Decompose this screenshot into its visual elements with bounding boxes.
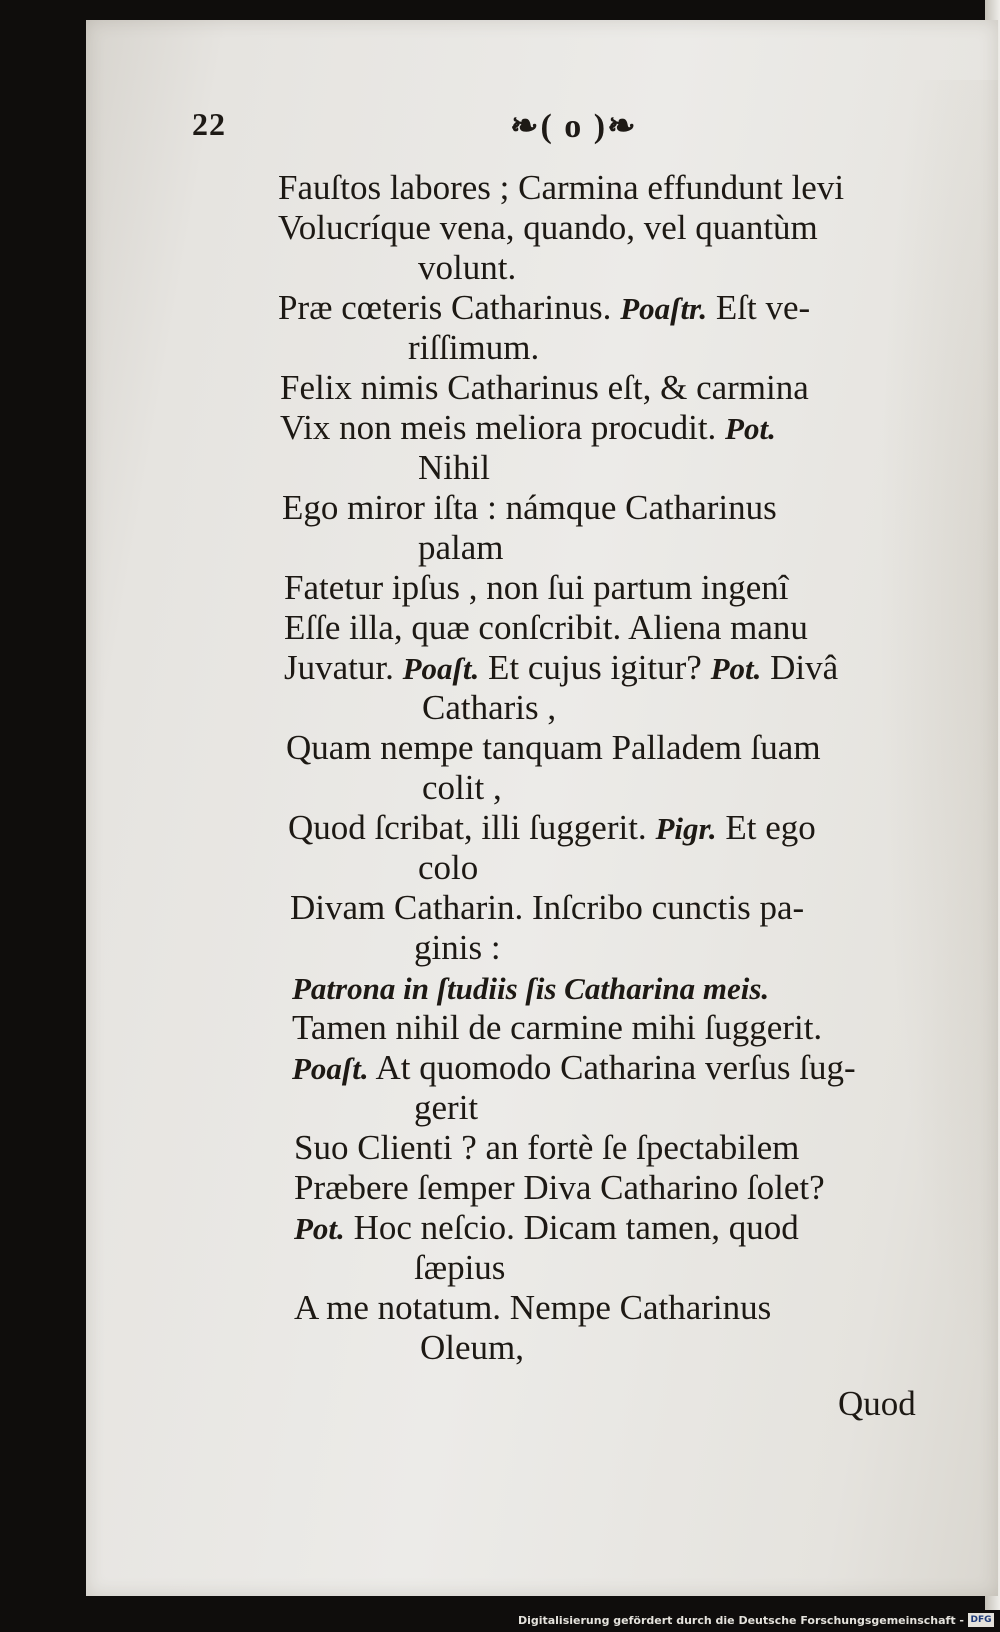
- text-line: [294, 1130, 799, 1165]
- text-line: [294, 1210, 799, 1245]
- italic-text-run: Pot.: [710, 651, 762, 686]
- text-line: [278, 210, 818, 245]
- text-run: Oleum,: [420, 1328, 525, 1367]
- text-line: [290, 890, 804, 925]
- text-run: Nihil: [418, 448, 490, 487]
- text-line: [284, 570, 789, 605]
- text-line: [422, 690, 556, 725]
- text-line: [280, 370, 809, 405]
- text-run: Fauſtos labores ; Carmina effundunt levi: [278, 168, 845, 207]
- text-line: [278, 290, 810, 325]
- page-number: 22: [192, 106, 226, 142]
- text-line: [284, 650, 838, 685]
- text-line: [280, 410, 776, 445]
- text-line: [418, 450, 490, 485]
- text-line: [292, 1010, 822, 1045]
- italic-text-run: Poaſtr.: [620, 291, 708, 326]
- text-run: volunt.: [418, 248, 517, 287]
- text-run: riſſimum.: [408, 328, 540, 367]
- text-run: Quam nempe tanquam Palladem ſuam: [286, 728, 821, 767]
- text-run: gerit: [414, 1088, 479, 1127]
- text-run: Eſt ve-: [707, 288, 811, 327]
- text-run: A me notatum. Nempe Catharinus: [294, 1288, 772, 1327]
- text-run: Ego miror iſta : námque Catharinus: [282, 488, 777, 527]
- text-line: [286, 730, 821, 765]
- text-line: [294, 1170, 825, 1205]
- text-run: Hoc neſcio. Dicam tamen, quod: [344, 1208, 799, 1247]
- text-run: Et ego: [716, 808, 816, 847]
- text-run: Præbere ſemper Diva Catharino ſolet?: [294, 1168, 825, 1207]
- text-line: [284, 610, 808, 645]
- text-line: [418, 850, 478, 885]
- text-line: [292, 1050, 856, 1085]
- text-run: Vix non meis meliora procudit.: [280, 408, 726, 447]
- text-run: Divâ: [761, 648, 839, 687]
- text-run: ginis :: [414, 928, 501, 967]
- text-run: colit ,: [422, 768, 502, 807]
- show-through-shadow: [878, 80, 998, 1380]
- text-run: Juvatur.: [284, 648, 403, 687]
- text-run: colo: [418, 848, 479, 887]
- text-line: [414, 1250, 505, 1285]
- text-run: At quomodo Catharina verſus ſug-: [368, 1048, 856, 1087]
- text-run: Quod ſcribat, illi ſuggerit.: [288, 808, 656, 847]
- text-run: ſæpius: [414, 1248, 506, 1287]
- text-line: [420, 1330, 524, 1365]
- text-run: Catharis ,: [422, 688, 557, 727]
- italic-text-run: Pot.: [725, 411, 776, 446]
- text-run: palam: [418, 528, 504, 567]
- text-run: Suo Clienti ? an fortè ſe ſpectabilem: [294, 1128, 800, 1167]
- text-line: [418, 530, 504, 565]
- italic-text-run: Pot.: [294, 1211, 345, 1246]
- header-ornament: ❧( o )❧: [510, 108, 638, 145]
- text-line: [408, 330, 539, 365]
- text-run: Fatetur ipſus , non ſui partum ingenî: [284, 568, 789, 607]
- italic-text-run: Pigr.: [655, 811, 717, 846]
- text-run: Divam Catharin. Inſcribo cunctis pa-: [290, 888, 805, 927]
- text-run: Et cujus igitur?: [479, 648, 711, 687]
- italic-text-run: Patrona in ſtudiis ſis Catharina meis.: [292, 971, 770, 1006]
- italic-text-run: Poaſt.: [292, 1051, 369, 1086]
- text-line: [294, 1290, 771, 1325]
- funding-note: Digitalisierung gefördert durch die Deutsche Forschungsgemeinschaft -: [517, 1614, 964, 1627]
- dfg-logo-icon: DFG: [968, 1613, 994, 1627]
- text-run: Tamen nihil de carmine mihi ſuggerit.: [292, 1008, 823, 1047]
- text-line: [282, 490, 777, 525]
- text-run: Volucríque vena, quando, vel quantùm: [278, 208, 818, 247]
- text-line: [414, 1090, 478, 1125]
- italic-text-run: Poaſt.: [402, 651, 480, 686]
- text-line: [278, 170, 844, 205]
- text-line: [414, 930, 501, 965]
- text-run: Præ cœteris Catharinus.: [278, 288, 621, 327]
- catchword: Quod: [838, 1384, 916, 1423]
- text-run: Felix nimis Catharinus eſt, & carmina: [280, 368, 809, 407]
- text-line: [292, 970, 769, 1005]
- text-line: [288, 810, 816, 845]
- text-run: Eſſe illa, quæ conſcribit. Aliena manu: [284, 608, 808, 647]
- text-line: [418, 250, 516, 285]
- text-line: [422, 770, 502, 805]
